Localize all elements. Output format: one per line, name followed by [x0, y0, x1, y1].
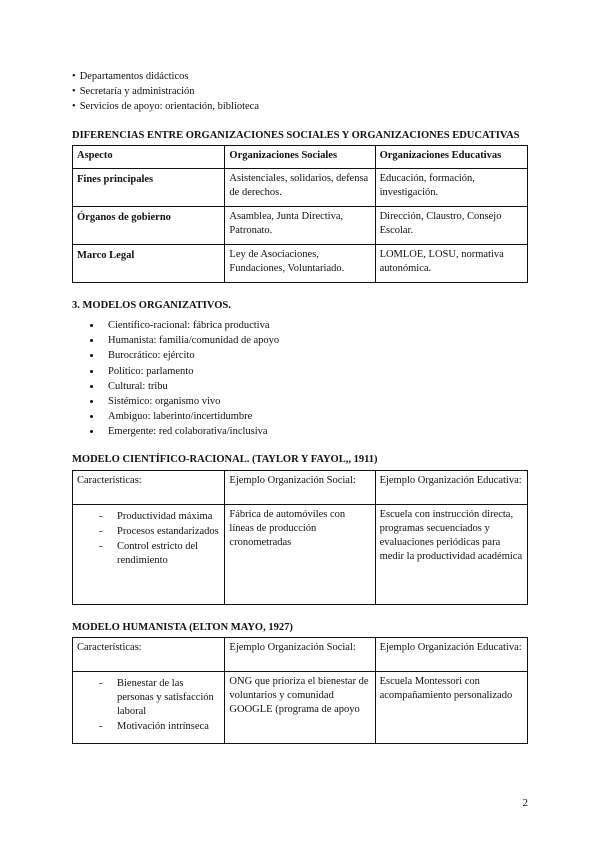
- humanista-title: MODELO HUMANISTA (ELTON MAYO, 1927): [72, 621, 293, 633]
- list-item: - Motivación intrínseca: [95, 720, 220, 734]
- table-row: [73, 168, 528, 206]
- table-cell: Ley de Asociaciones, Fundaciones, Voluntariado.: [225, 244, 375, 282]
- list-item: • Departamentos didácticos: [72, 70, 528, 84]
- cientifico-title: MODELO CIENTÍFICO-RACIONAL. (TAYLOR Y FAYOL,, 1911): [72, 454, 378, 466]
- table-cell: Asistenciales, solidarios, defensa de derechos.: [225, 168, 375, 206]
- table-row: [73, 671, 528, 743]
- diferencias-title: DIFERENCIAS ENTRE ORGANIZACIONES SOCIALES Y ORGANIZACIONES EDUCATIVAS: [72, 129, 520, 141]
- caracteristicas-list: [77, 510, 220, 569]
- table-cell: Fábrica de automóviles con líneas de producción cronometradas: [225, 504, 375, 604]
- table-row: [73, 244, 528, 282]
- table-header: Ejemplo Organización Social:: [225, 637, 375, 671]
- page-content: [72, 70, 528, 744]
- table-row: [73, 504, 528, 604]
- list-item: • Emergente: red colaborativa/inclusiva: [102, 425, 528, 439]
- table-header: Aspecto: [73, 145, 225, 168]
- table-header: Organizaciones Sociales: [225, 145, 375, 168]
- top-bullet-list: [72, 70, 528, 115]
- table-cell: [73, 671, 225, 743]
- table-header: Ejemplo Organización Social:: [225, 470, 375, 504]
- table-cell: [225, 671, 375, 743]
- table-header: Características:: [73, 470, 225, 504]
- page-number: 2: [522, 797, 528, 809]
- list-item: • Burocrático: ejército: [102, 349, 528, 363]
- table-header: Ejemplo Organización Educativa:: [375, 637, 527, 671]
- table-cell: Escuela Montessori con acompañamiento personalizado: [375, 671, 527, 743]
- cientifico-table: [72, 470, 528, 605]
- list-item: • Ambiguo: laberinto/incertidumbre: [102, 410, 528, 424]
- list-item: • Sistémico: organismo vivo: [102, 395, 528, 409]
- list-item: • Científico-racional: fábrica productiva: [102, 319, 528, 333]
- table-cell: [73, 504, 225, 604]
- table-cell: Asamblea, Junta Directiva, Patronato.: [225, 206, 375, 244]
- table-header: Características:: [73, 637, 225, 671]
- list-item: • Político: parlamento: [102, 365, 528, 379]
- social-example: ONG que prioriza el bienestar de voluntarios y comunidad: [229, 675, 369, 701]
- list-item: - Productividad máxima: [95, 510, 220, 524]
- social-example: GOOGLE (programa de apoyo: [229, 704, 360, 716]
- modelos-title: 3. MODELOS ORGANIZATIVOS.: [72, 299, 231, 311]
- table-header: Organizaciones Educativas: [375, 145, 527, 168]
- table-row: [73, 206, 528, 244]
- modelos-list: [72, 319, 528, 439]
- humanista-table: [72, 637, 528, 744]
- list-item: • Humanista: familia/comunidad de apoyo: [102, 334, 528, 348]
- table-cell: Dirección, Claustro, Consejo Escolar.: [375, 206, 527, 244]
- caracteristicas-list: [77, 677, 220, 735]
- list-item: • Cultural: tribu: [102, 380, 528, 394]
- table-cell: Marco Legal: [73, 244, 225, 282]
- table-header: Ejemplo Organización Educativa:: [375, 470, 527, 504]
- table-cell: Educación, formación, investigación.: [375, 168, 527, 206]
- diferencias-table: [72, 145, 528, 283]
- list-item: - Bienestar de las personas y satisfacción laboral: [95, 677, 220, 720]
- table-cell: Escuela con instrucción directa, programas secuenciados y evaluaciones periódicas para medir la productividad académica: [375, 504, 527, 604]
- table-cell: Fines principales: [73, 168, 225, 206]
- list-item: • Secretaría y administración: [72, 85, 528, 99]
- list-item: - Control estricto del rendimiento: [95, 540, 220, 568]
- table-cell: LOMLOE, LOSU, normativa autonómica.: [375, 244, 527, 282]
- list-item: - Procesos estandarizados: [95, 525, 220, 539]
- list-item: • Servicios de apoyo: orientación, biblioteca: [72, 100, 528, 114]
- table-cell: Órganos de gobierno: [73, 206, 225, 244]
